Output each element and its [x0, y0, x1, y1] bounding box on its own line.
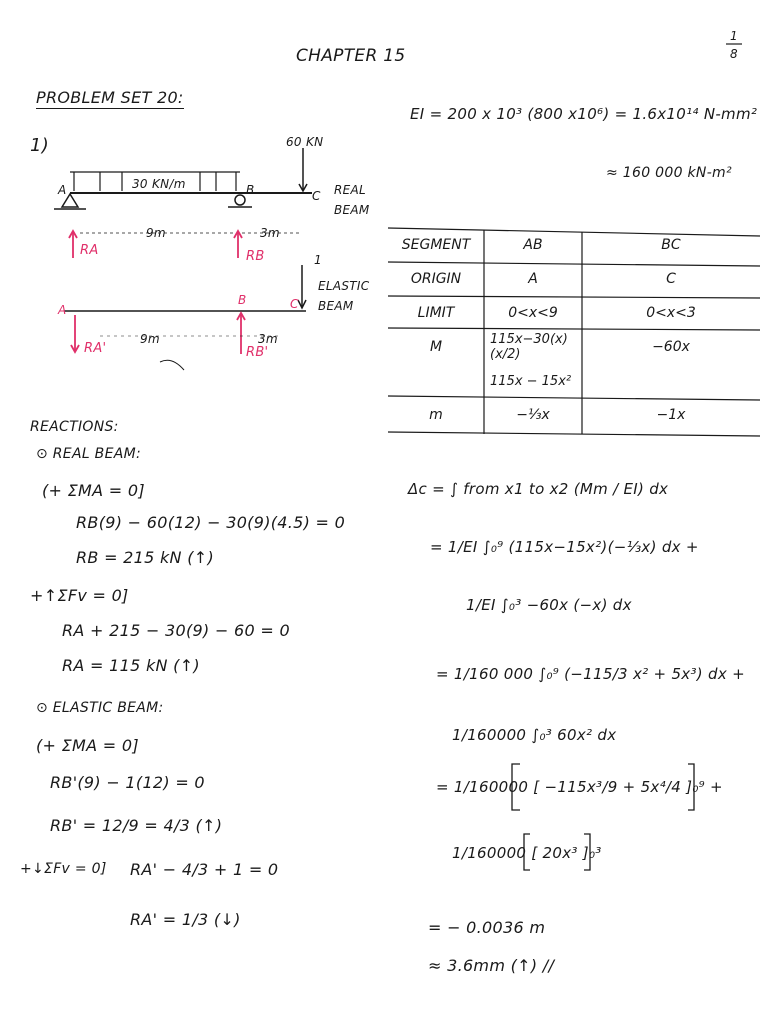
- span-bc-label: 3m: [260, 226, 280, 240]
- ei-approx: ≈ 160 000 kN-m²: [606, 165, 732, 181]
- table-cell: 115x − 15x²: [490, 373, 572, 389]
- deflection-integral: Δc = ∫ from x1 to x2 (Mm / EI) dx: [408, 480, 669, 498]
- support-b-roller: [235, 195, 245, 205]
- page-number: 1: [730, 29, 738, 43]
- reaction-ra2-value: RA' = 1/3 (↓): [130, 910, 241, 929]
- integral-line-1: = 1/EI ∫₀⁹ (115x−15x²)(−⅓x) dx +: [430, 538, 699, 556]
- table-cell: M: [429, 339, 443, 355]
- table-cell: −⅓x: [516, 407, 550, 423]
- sum-moment-a2: (+ ΣMA = 0]: [36, 736, 139, 755]
- sum-forces-2: +↓ΣFv = 0]: [20, 861, 107, 877]
- span-ab2-label: 9m: [140, 332, 160, 346]
- node-a2-label: A: [58, 303, 67, 317]
- table-header-segment: SEGMENT: [401, 237, 471, 253]
- force-equation-2: RA' − 4/3 + 1 = 0: [130, 860, 279, 879]
- table-header-bc: BC: [661, 237, 681, 253]
- deflection-result: = − 0.0036 m: [428, 918, 546, 937]
- table-cell: C: [666, 271, 676, 287]
- table-cell: ORIGIN: [410, 271, 462, 287]
- table-cell: m: [429, 407, 443, 423]
- table-cell: 0<x<3: [646, 305, 696, 321]
- real-beam-heading: ⊙ REAL BEAM:: [36, 446, 142, 462]
- table-cell: LIMIT: [417, 305, 455, 321]
- node-c2-label: C: [290, 297, 299, 311]
- unit-load-label: 1: [314, 253, 322, 267]
- reaction-ra2-label: RA': [84, 341, 107, 356]
- distributed-load-label: 30 KN/m: [132, 177, 186, 191]
- reaction-rb-label: RB: [246, 249, 265, 264]
- table-cell: [582, 364, 760, 398]
- integral-line-4: 1/160000 ∫₀³ 60x² dx: [452, 726, 617, 744]
- table-row: [388, 330, 760, 364]
- reaction-rb-value: RB = 215 kN (↑): [76, 548, 215, 567]
- ei-equation: EI = 200 x 10³ (800 x10⁶) = 1.6x10¹⁴ N-mm²: [410, 105, 758, 123]
- problem-number: 1): [30, 135, 50, 156]
- deflection-final: ≈ 3.6mm (↑) //: [428, 956, 555, 975]
- node-c-label: C: [312, 189, 321, 203]
- elastic-beam-label-2: BEAM: [318, 299, 354, 313]
- span-ab-label: 9m: [146, 226, 166, 240]
- table-row: [388, 262, 760, 296]
- moment-equation-2: RB'(9) − 1(12) = 0: [50, 773, 205, 792]
- table-row: [388, 228, 760, 262]
- table-row: [388, 364, 760, 398]
- table-cell: −60x: [652, 339, 690, 355]
- table-row: [388, 398, 760, 432]
- chapter-title: CHAPTER 15: [296, 46, 406, 66]
- table-header-ab: AB: [523, 237, 543, 253]
- node-b2-label: B: [238, 293, 247, 307]
- elastic-beam-label: ELASTIC: [318, 279, 370, 293]
- table-cell: A: [528, 271, 538, 287]
- span-bc2-label: 3m: [258, 332, 278, 346]
- integral-line-6: 1/160000 [ 20x³ ]₀³: [452, 844, 602, 862]
- real-beam-label: REAL: [334, 183, 367, 197]
- reaction-rb2-label: RB': [246, 345, 269, 360]
- moment-equation: RB(9) − 60(12) − 30(9)(4.5) = 0: [76, 513, 346, 532]
- reaction-rb2-value: RB' = 12/9 = 4/3 (↑): [50, 816, 223, 835]
- integral-line-2: 1/EI ∫₀³ −60x (−x) dx: [466, 596, 632, 614]
- force-equation: RA + 215 − 30(9) − 60 = 0: [62, 621, 290, 640]
- integral-line-5: = 1/160000 [ −115x³/9 + 5x⁴/4 ]₀⁹ +: [436, 778, 723, 796]
- reaction-ra-value: RA = 115 kN (↑): [62, 656, 200, 675]
- sum-moment-a: (+ ΣMA = 0]: [42, 481, 145, 500]
- problem-set-title: PROBLEM SET 20:: [36, 88, 184, 107]
- node-b-label: B: [246, 183, 255, 197]
- node-a-label: A: [58, 183, 67, 197]
- elastic-beam-heading: ⊙ ELASTIC BEAM:: [36, 700, 164, 716]
- reaction-ra-label: RA: [80, 243, 99, 258]
- table-cell: 115x−30(x)(x/2): [490, 332, 568, 362]
- table-cell: [388, 364, 484, 398]
- table-row: [388, 296, 760, 330]
- reactions-title: REACTIONS:: [30, 419, 119, 435]
- point-load-label: 60 KN: [286, 135, 324, 149]
- segment-table: [388, 228, 760, 432]
- sum-forces: +↑ΣFv = 0]: [30, 586, 129, 605]
- table-cell: 0<x<9: [508, 305, 558, 321]
- real-beam-label-2: BEAM: [334, 203, 370, 217]
- integral-line-3: = 1/160 000 ∫₀⁹ (−115/3 x² + 5x³) dx +: [436, 665, 745, 683]
- table-cell: −1x: [656, 407, 686, 423]
- page-total: 8: [730, 47, 738, 61]
